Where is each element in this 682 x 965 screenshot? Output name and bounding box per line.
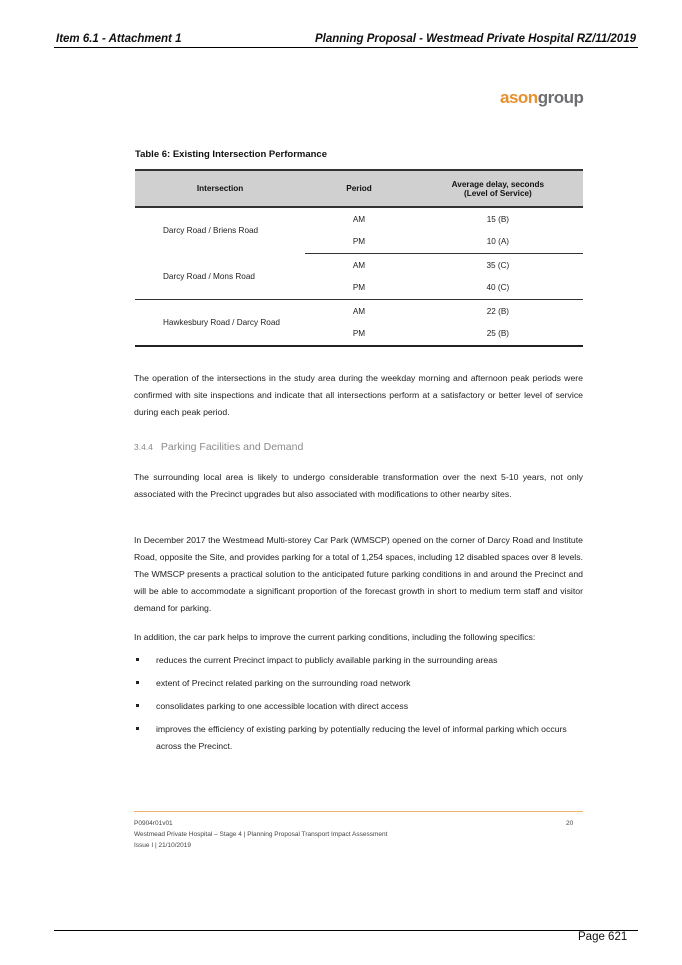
table-row [135,254,583,277]
logo-part-ason: ason [500,88,538,107]
page-label: Page 621 [578,931,628,943]
section-title: Parking Facilities and Demand [160,441,304,453]
intersection-name: Darcy Road / Mons Road [135,254,305,300]
list-item [134,675,583,692]
footer-ref: P0904r01v01 [134,820,173,827]
paragraph-intersection-summary: The operation of the intersections in the study area during the weekday morning and afternoon peak periods were confirmed with site inspections and indicate that all intersections perform at a satisfactory or better level of service during each peak period. [134,373,583,417]
period-cell: AM [352,260,366,270]
table-caption: Table 6: Existing Intersection Performance [135,149,327,160]
intersection-name: Darcy Road / Briens Road [163,226,259,236]
footer-doc-title: Westmead Private Hospital – Stage 4 | Planning Proposal Transport Impact Assessment [134,831,388,838]
delay-cell: 22 (B) [486,306,510,316]
list-item-text: reduces the current Precinct impact to publicly available parking in the surrounding areas [156,655,498,665]
list-item [134,698,583,715]
list-item-text: improves the efficiency of existing parking by potentially reducing the level of informal parking which occurs across the Precinct. [156,724,567,751]
list-item-text: consolidates parking to one accessible location with direct access [156,701,409,711]
list-item-text: extent of Precinct related parking on the surrounding road network [156,678,411,688]
page-header [54,33,638,48]
delay-cell: 25 (B) [413,323,583,347]
specifics-list [134,652,583,761]
list-item [134,721,583,755]
col-header-period: Period [305,170,413,207]
section-number: 3.4.4 [134,442,153,452]
table-row [135,207,583,231]
list-item [134,652,583,669]
col-header-intersection: Intersection [135,170,305,207]
footer-page-number: 20 [566,820,574,827]
page-footer-rule [54,930,638,931]
period-cell: AM [352,214,366,224]
bullet-icon [136,704,139,707]
bullet-icon [136,727,139,730]
delay-cell: 15 (B) [486,214,510,224]
table-row [135,300,583,323]
intersection-name: Hawkesbury Road / Darcy Road [135,300,305,347]
period-cell: PM [305,323,413,347]
footer-issue: Issue I | 21/10/2019 [134,842,191,849]
logo-part-group: group [537,88,584,107]
bullet-icon [136,681,139,684]
period-cell: PM [305,231,413,254]
paragraph-wmscp: In December 2017 the Westmead Multi-storey Car Park (WMSCP) opened on the corner of Darcy Road and Institute Road, opposite the Site, and provides parking for a total of 1,254 spaces, including 12 disabled spaces over 8 levels. The WMSCP presents a practical solution to the anticipated future parking conditions in and around the Precinct and will be able to accommodate a significant proportion of the forecast growth in short to medium term staff and visitor demand for parking. [134,535,583,613]
col-header-delay [413,170,583,207]
delay-cell: 40 (C) [413,277,583,300]
company-logo [500,88,583,108]
header-left: Item 6.1 - Attachment 1 [56,33,182,45]
footer-divider [134,811,583,812]
bullet-icon [136,658,139,661]
section-heading [134,441,303,453]
paragraph-local-area: The surrounding local area is likely to undergo considerable transformation over the next 5-10 years, not only associated with the Precinct upgrades but also associated with modifications to other nearby sites. [134,472,583,499]
col-header-delay-line2: (Level of Service) [463,188,532,198]
period-cell: AM [352,306,366,316]
paragraph-car-park-intro: In addition, the car park helps to improve the current parking conditions, including the following specifics: [134,632,536,642]
delay-cell: 10 (A) [413,231,583,254]
header-right: Planning Proposal - Westmead Private Hospital RZ/11/2019 [314,33,636,45]
table-header-row [135,170,583,207]
period-cell: PM [305,277,413,300]
delay-cell: 35 (C) [486,260,510,270]
col-header-delay-line1: Average delay, seconds [451,179,545,189]
intersection-performance-table [135,169,583,347]
